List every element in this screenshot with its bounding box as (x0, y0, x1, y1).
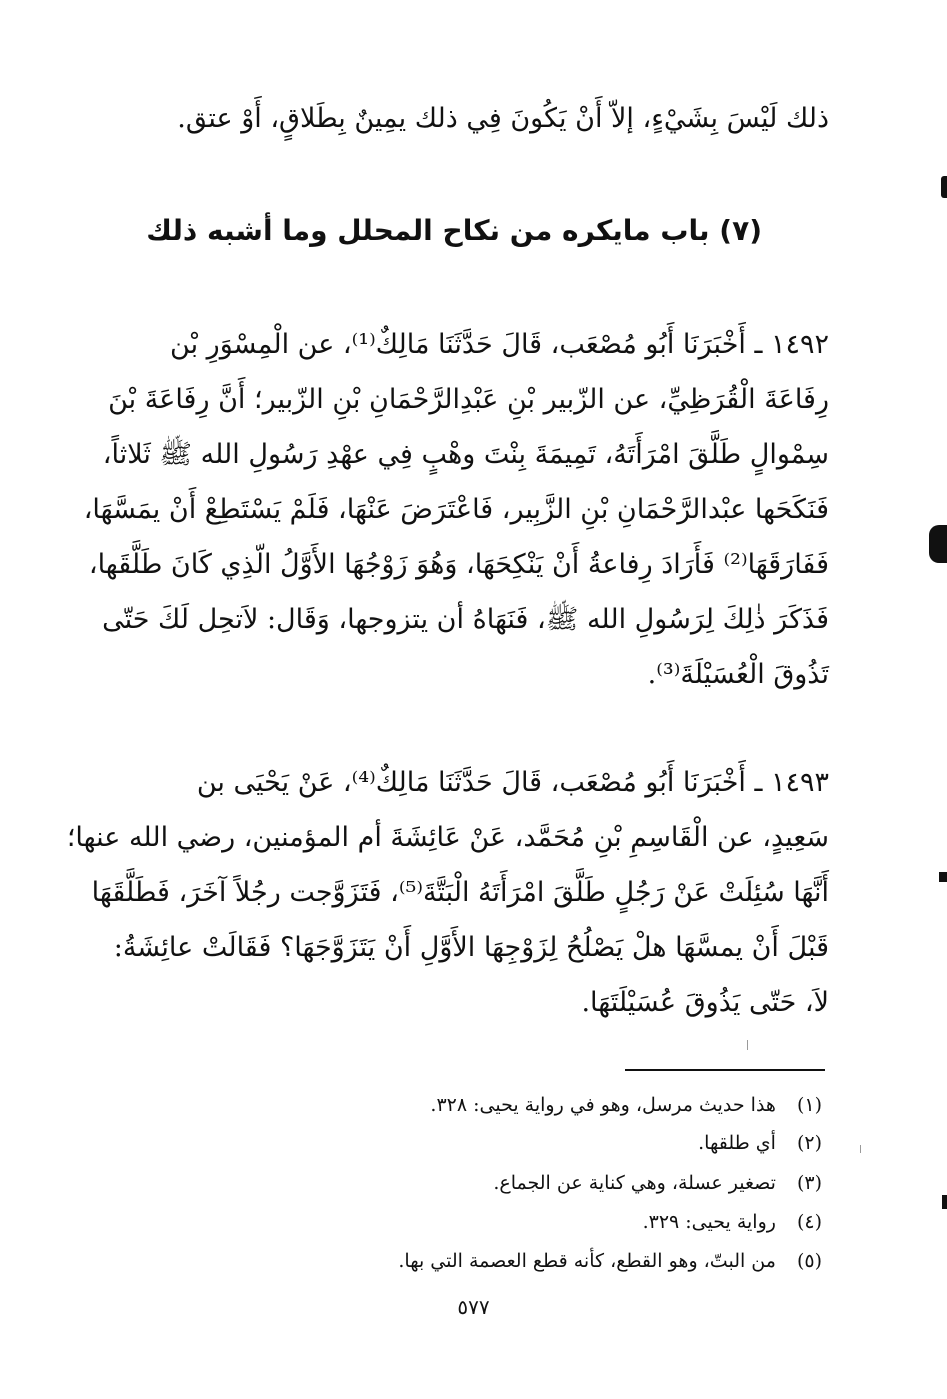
hadith-1492-line: تَذُوقَ الْعُسَيْلَةَ⁽³⁾. (647, 659, 829, 690)
scan-edge-mark (941, 176, 947, 198)
footnote-text: هذا حديث مرسل، وهو في رواية يحيى: ٣٢٨. (430, 1094, 776, 1116)
footnote-number: (٢) (796, 1132, 822, 1154)
continuation-line: ذلك لَيْسَ بِشَيْءٍ، إلاّ أَنْ يَكُونَ فِي ذلك يمِينٌ بِطَلاقٍ، أَوْ عتق. (177, 103, 829, 134)
chapter-heading: (٧) باب مايكره من نكاح المحلل وما أشبه ذلك (146, 214, 762, 247)
hadith-1492-line: سِمْوالٍ طَلَّقَ امْرَأَتَهُ، تَمِيمَةَ بِنْتَ وهْبٍ فِي عهْدِ رَسُولِ الله ﷺ ثَلاثاً، (102, 439, 829, 470)
scan-speck (747, 1040, 748, 1050)
footnote-number: (١) (796, 1094, 822, 1116)
hadith-1493-line: قَبْلَ أَنْ يمسَّهَا هلْ يَصْلُحُ لِزَوْجِهَا الأَوَّلِ أَنْ يَتَزَوَّجَهَا؟ فَقَالَتْ عائِشَةُ: (113, 932, 829, 963)
hadith-1493-line: أَنَّهَا سُئِلَتْ عَنْ رَجُلٍ طَلَّقَ امْرَأَتَهُ الْبَتَّةَ⁽⁵⁾، فَتَزَوَّجت رجُلاً آخَرَ، فَطَلَّقَهَا (91, 877, 829, 908)
page-number: ٥٧٧ (457, 1295, 490, 1319)
footnote-text: رواية يحيى: ٣٢٩. (642, 1211, 776, 1233)
scan-speck (860, 1145, 861, 1153)
footnote-4 (200, 1207, 822, 1237)
footnote-separator (625, 1069, 825, 1071)
hadith-1493-line: سَعِيدٍ، عن الْقَاسِمِ بْنِ مُحَمَّد، عَنْ عَائِشَةَ أم المؤمنين، رضي الله عنها؛ (66, 822, 829, 853)
hadith-1493-line: لاَ، حَتّى يَذُوقَ عُسَيْلَتَهَا. (581, 987, 829, 1018)
scan-edge-mark (929, 525, 947, 563)
footnote-5 (200, 1246, 822, 1276)
scan-edge-mark (939, 872, 947, 882)
footnote-text: من البتّ، وهو القطع، كأنه قطع العصمة التي بها. (398, 1250, 776, 1272)
footnote-text: تصغير عسلة، وهي كناية عن الجماع. (493, 1172, 776, 1194)
hadith-1492-line: فَذَكَرَ ذٰلِكَ لِرَسُولِ الله ﷺ، فَنَهَاهُ أن يتزوجها، وَقَال: لاَتحِل لَكَ حَتّى (102, 604, 829, 635)
hadith-1492-line: فَفَارَقَهَا⁽²⁾ فَأَرَادَ رِفاعةُ أَنْ يَنْكِحَهَا، وَهُوَ زَوْجُهَا الأَوَّلُ الّذِي كَانَ طَلَّقَها، (88, 549, 829, 580)
hadith-1492-line: ١٤٩٢ ـ أَخْبَرَنَا أَبُو مُصْعَب، قَالَ حَدَّثَنَا مَالِكٌ⁽¹⁾، عن الْمِسْوَرِ بْن (170, 329, 829, 360)
footnote-3 (200, 1168, 822, 1198)
footnote-number: (٥) (796, 1250, 822, 1272)
scan-edge-mark (942, 1195, 947, 1209)
footnote-text: أي طلقها. (698, 1132, 776, 1154)
footnote-number: (٣) (796, 1172, 822, 1194)
footnote-1 (200, 1090, 822, 1120)
hadith-1492-line: فَنَكَحَها عبْدالرَّحْمَانِ بْنِ الزَّبِير، فَاعْتَرَضَ عَنْهَا، فَلَمْ يَسْتَطِعْ أَنْ يمَسَّهَا، (83, 494, 829, 525)
footnote-number: (٤) (796, 1211, 822, 1233)
hadith-1493-line: ١٤٩٣ ـ أَخْبَرَنَا أَبُو مُصْعَب، قَالَ حَدَّثَنَا مَالِكٌ⁽⁴⁾، عَنْ يَحْيَى بن (196, 767, 829, 798)
hadith-1492-line: رِفَاعَةَ الْقُرَظِيِّ، عن الزّبير بْنِ عَبْدِالرَّحْمَانِ بْنِ الزّبير؛ أَنَّ رِفَاعَةَ بْنَ (108, 384, 829, 415)
footnote-2 (200, 1128, 822, 1158)
